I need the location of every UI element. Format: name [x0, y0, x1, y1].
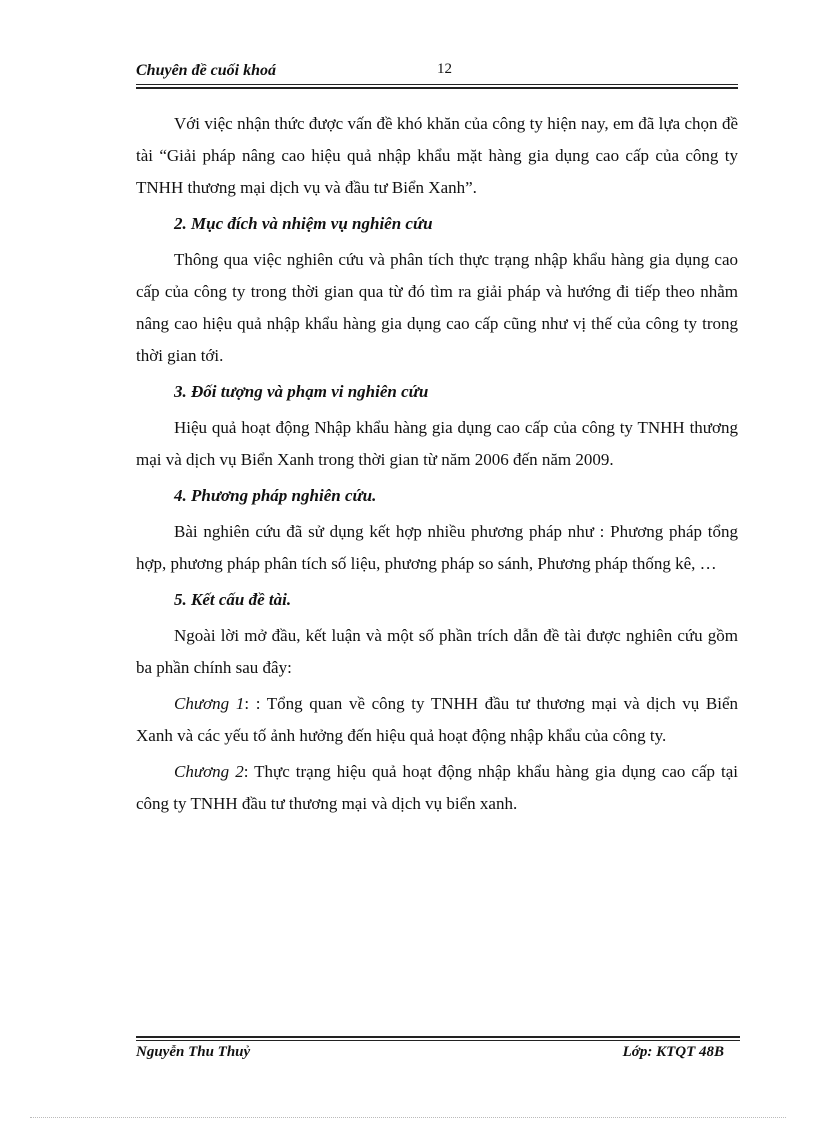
section-heading-2: 2. Mục đích và nhiệm vụ nghiên cứu [174, 214, 433, 233]
chapter-2-paragraph [136, 756, 738, 820]
page-number: 12 [437, 61, 452, 77]
chapter-1-text: : : Tổng quan về công ty TNHH đầu tư thương mại và dịch vụ Biển Xanh và các yếu tố ảnh hưởng đến hiệu quả hoạt động nhập khẩu của công ty. [136, 694, 738, 745]
chapter-2-label: Chương 2 [174, 762, 244, 781]
page-header [136, 58, 738, 82]
page-footer [136, 1044, 740, 1066]
footer-class: Lớp: KTQT 48B [622, 1044, 724, 1060]
footer-author: Nguyễn Thu Thuỷ [136, 1044, 251, 1060]
section-2-paragraph: Thông qua việc nghiên cứu và phân tích thực trạng nhập khẩu hàng gia dụng cao cấp của công ty trong thời gian qua từ đó tìm ra giải pháp và hướng đi tiếp theo nhằm nâng cao hiệu quả nhập khẩu hàng gia dụng cao cấp cũng như vị thế của công ty trong thời gian tới. [136, 250, 738, 365]
chapter-1-label: Chương 1 [174, 694, 245, 713]
footer-divider [136, 1036, 740, 1041]
section-heading-4: 4. Phương pháp nghiên cứu. [174, 486, 377, 505]
section-4-paragraph: Bài nghiên cứu đã sử dụng kết hợp nhiều phương pháp như : Phương pháp tổng hợp, phương pháp phân tích số liệu, phương pháp so sánh, Phương pháp thống kê, … [136, 522, 738, 573]
section-heading-5: 5. Kết cấu đề tài. [174, 590, 292, 609]
section-5-paragraph: Ngoài lời mở đầu, kết luận và một số phần trích dẫn đề tài được nghiên cứu gồm ba phần chính sau đây: [136, 626, 738, 677]
section-3-paragraph: Hiệu quả hoạt động Nhập khẩu hàng gia dụng cao cấp của công ty TNHH thương mại và dịch vụ Biển Xanh trong thời gian từ năm 2006 đến năm 2009. [136, 418, 738, 469]
header-divider [136, 84, 738, 89]
header-title: Chuyên đề cuối khoá [136, 62, 277, 79]
chapter-1-paragraph [136, 688, 738, 752]
page-edge-dotted-line [30, 1117, 786, 1118]
intro-paragraph: Với việc nhận thức được vấn đề khó khăn của công ty hiện nay, em đã lựa chọn đề tài “Giải pháp nâng cao hiệu quả nhập khẩu mặt hàng gia dụng cao cấp của công ty TNHH thương mại dịch vụ và đầu tư Biển Xanh”. [136, 114, 738, 197]
document-body [136, 108, 738, 824]
chapter-2-text: : Thực trạng hiệu quả hoạt động nhập khẩu hàng gia dụng cao cấp tại công ty TNHH đầu tư thương mại và dịch vụ biển xanh. [136, 762, 738, 813]
section-heading-3: 3. Đối tượng và phạm vi nghiên cứu [174, 382, 429, 401]
